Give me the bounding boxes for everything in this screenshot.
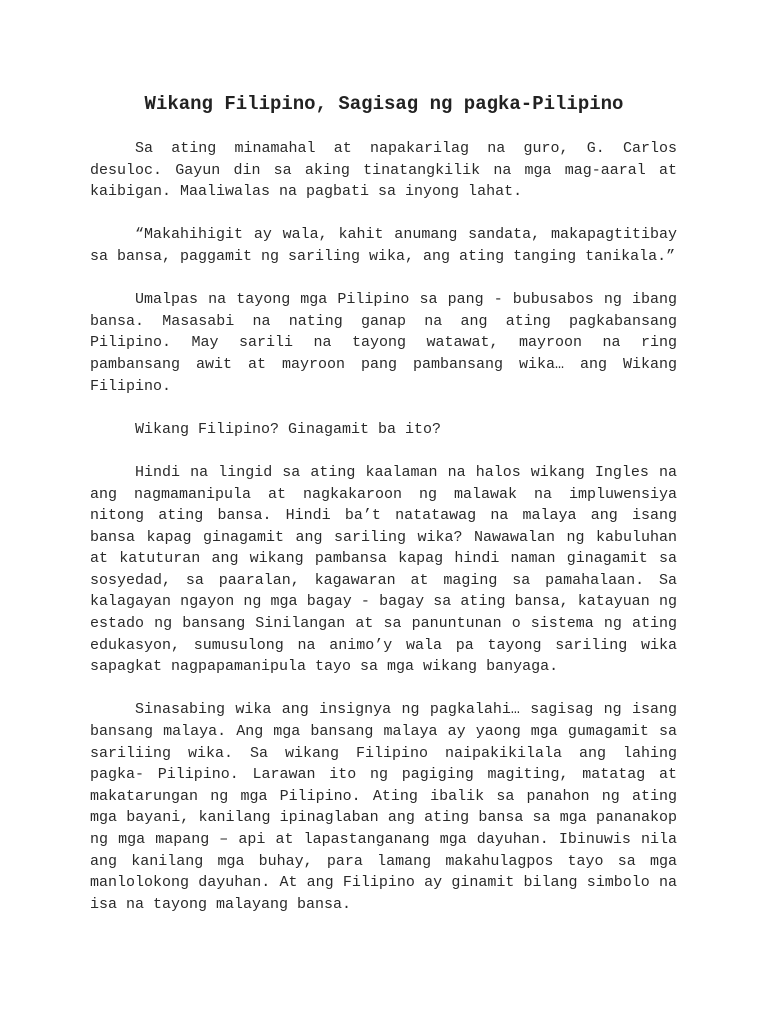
paragraph-question: Wikang Filipino? Ginagamit ba ito?	[135, 420, 442, 438]
document-title: Wikang Filipino, Sagisag ng pagka-Pilipino	[144, 93, 624, 115]
paragraph-english-influence: Hindi na lingid sa ating kaalaman na halos wikang Ingles na ang nagmamanipula at nagkakaroon ng malawak na impluwensiya nitong ating bansa. Hindi ba’t natatawag na malaya ang isang bansa kapag ginagamit ang sariling wika? Nawawalan ng kabuluhan at katuturan ang wikang pambansa kapag hindi naman ginagamit sa sosyedad, sa paaralan, kagawaran at maging sa pamahalaan. Sa kalagayan ngayon ng mga bagay - bagay sa ating bansa, katayuan ng estado ng bansang Sinilangan at sa panuntunan o sistema ng ating edukasyon, sumusulong na animo’y wala pa tayong sariling wika sapagkat nagpapamanipula tayo sa mga wikang banyaga.	[90, 463, 677, 676]
paragraph-quote: “Makahihigit ay wala, kahit anumang sandata, makapagtitibay sa bansa, paggamit ng sariling wika, ang ating tanging tanikala.”	[90, 226, 677, 265]
paragraph-symbol-of-freedom: Sinasabing wika ang insignya ng pagkalahi… sagisag ng isang bansang malaya. Ang mga bansang malaya ay yaong mga gumagamit sa sariliing wika. Sa wikang Filipino naipakikilala ang lahing pagka- Pilipino. Larawan ito ng pagiging magiting, matatag at makatarungan ng mga Pilipino. Ating ibalik sa panahon ng ating mga bayani, kanilang ipinaglaban ang ating bansa sa mga pananakop ng mga mapang – api at lapastanganang mga dayuhan. Ibinuwis nila ang kanilang mga buhay, para lamang makahulagpos tayo sa mga manlolokong dayuhan. At ang Filipino ay ginamit bilang simbolo na isa na tayong malayang bansa.	[90, 701, 677, 913]
paragraph-greeting: Sa ating minamahal at napakarilag na guro, G. Carlos desuloc. Gayun din sa aking tinatangkilik na mga mag-aaral at kaibigan. Maaliwalas na pagbati sa inyong lahat.	[90, 140, 677, 201]
document-body	[90, 138, 677, 915]
paragraph-independence: Umalpas na tayong mga Pilipino sa pang - bubusabos ng ibang bansa. Masasabi na nating ganap na ang ating pagkabansang Pilipino. May sarili na tayong watawat, mayroon na ring pambansang awit at mayroon pang pambansang wika… ang Wikang Filipino.	[90, 291, 677, 395]
